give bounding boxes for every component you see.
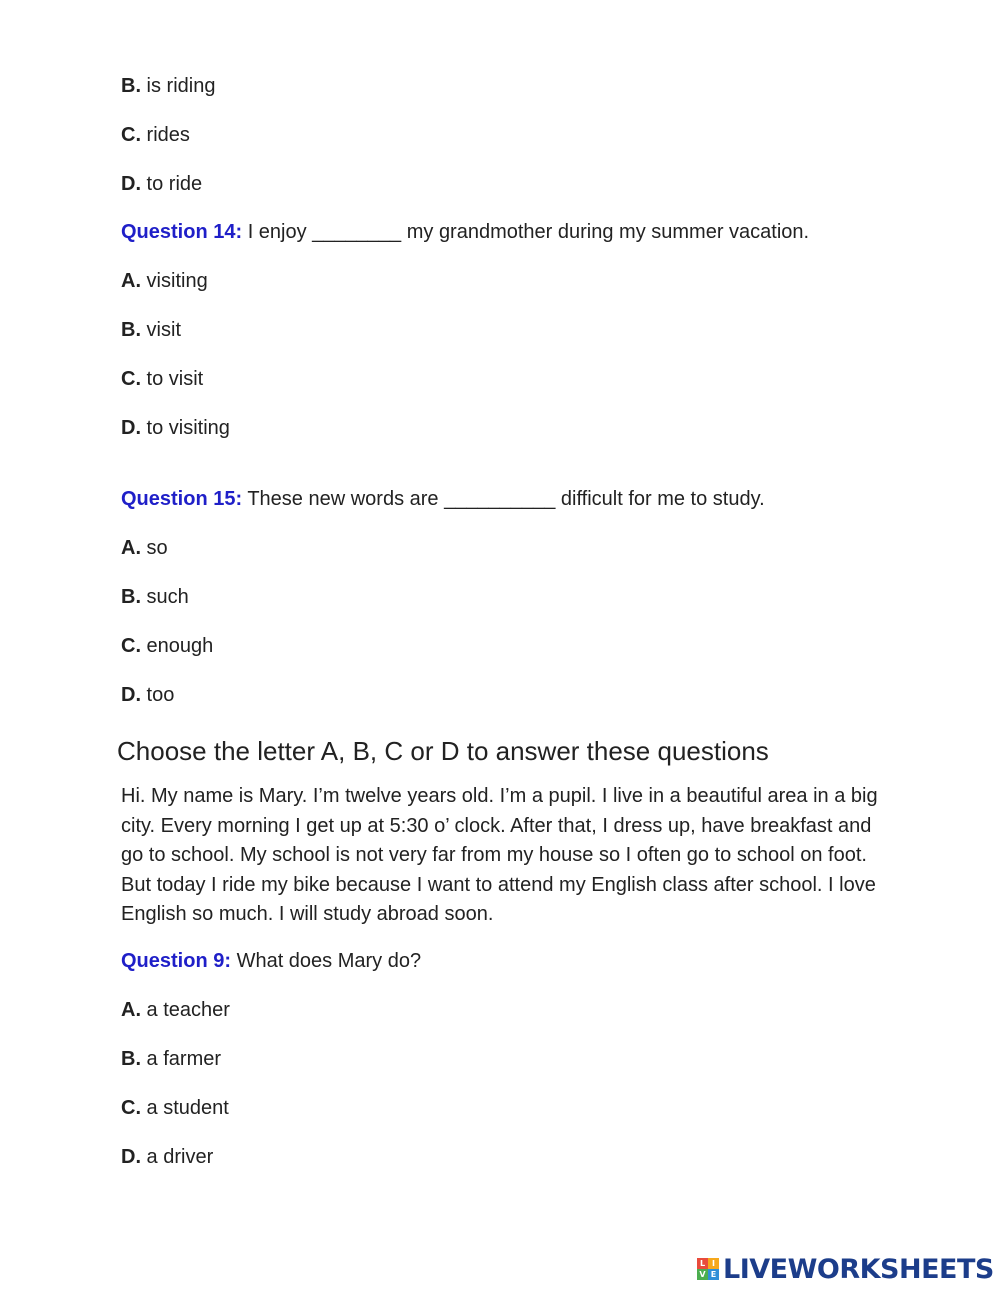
logo-text: LIVEWORKSHEETS — [723, 1253, 994, 1285]
q15-option-b: B. such — [121, 586, 189, 608]
q15-option-a: A. so — [121, 537, 168, 559]
question-15: Question 15: These new words are __________ difficult for me to study. — [121, 488, 765, 510]
question-14: Question 14: I enjoy ________ my grandmother during my summer vacation. — [121, 221, 810, 243]
q13-option-c: C. rides — [121, 124, 190, 146]
logo-grid-cell: V — [697, 1269, 708, 1280]
liveworksheets-logo — [697, 1252, 994, 1286]
reading-passage: Hi. My name is Mary. I’m twelve years old. I’m a pupil. I live in a beautiful area in a big city. Every morning I get up at 5:30 o’ clock. After that, I dress up, have breakfast and go to school. My school is not very far from my house so I often go to school on foot. But today I ride my bike because I want to attend my English class after school. I love English so much. I will study abroad soon. — [121, 785, 878, 925]
section-heading: Choose the letter A, B, C or D to answer these questions — [117, 736, 769, 766]
q9-option-b: B. a farmer — [121, 1048, 222, 1070]
logo-grid-cell: L — [697, 1258, 708, 1269]
q14-option-d: D. to visiting — [121, 417, 230, 439]
q13-option-b: B. is riding — [121, 75, 216, 97]
logo-grid-cell: E — [708, 1269, 719, 1280]
q13-option-d: D. to ride — [121, 173, 203, 195]
question-9: Question 9: What does Mary do? — [121, 950, 422, 972]
q14-option-c: C. to visit — [121, 368, 204, 390]
logo-grid-cell: I — [708, 1258, 719, 1269]
q14-option-b: B. visit — [121, 319, 181, 341]
q9-option-c: C. a student — [121, 1097, 229, 1119]
q15-option-d: D. too — [121, 684, 175, 706]
q9-option-d: D. a driver — [121, 1146, 214, 1168]
logo-grid-icon — [697, 1258, 719, 1280]
q15-option-c: C. enough — [121, 635, 214, 657]
q14-option-a: A. visiting — [121, 270, 208, 292]
q9-option-a: A. a teacher — [121, 999, 230, 1021]
